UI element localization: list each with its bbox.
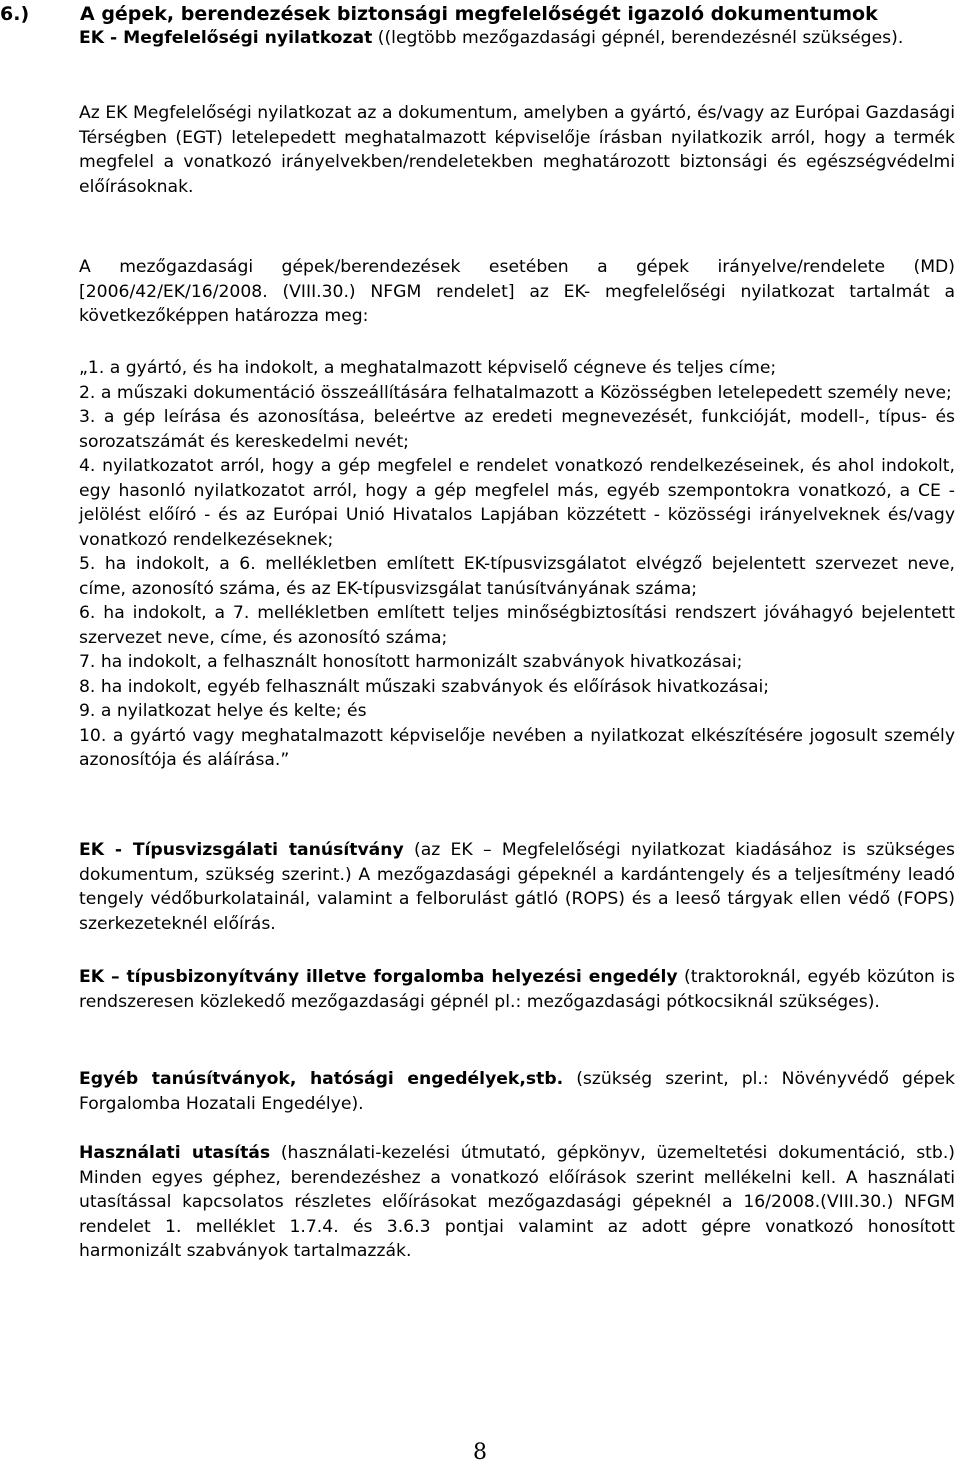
manual-heading: Használati utasítás [79, 1143, 271, 1163]
manual-text: (használati-kezelési útmutató, gépkönyv, üzemeltetési dokumentáció, stb.) Minden egyes géphez, berendezéshez a vonatkozó előírások szerint mellékelni kell. A használati utasítással kapcsolatos részletes előírásokat mezőgazdasági gépeknél a 16/2008.(VIII.30.) NFGM rendelet 1. melléklet 1.7.4. és 3.6.3 pontjai valamint az adott gépre vonatkozó honosított harmonizált szabványok tartalmazzák. [79, 1143, 955, 1261]
section-title: A gépek, berendezések biztonsági megfelelőségét igazoló dokumentumok [80, 3, 878, 25]
type-cert-text: (az EK – Megfelelőségi nyilatkozat kiadásához is szükséges dokumentum, szükség szerint.) A mezőgazdasági gépeknél a kardántengely és a teljesítmény leadó tengely védőburkolatainál, valamint a felborulást gátló (ROPS) és a leeső tárgyak ellen védő (FOPS) szerkezeteknél előírás. [79, 840, 955, 934]
list-item: 3. a gép leírása és azonosítása, beleértve az eredeti megnevezését, funkcióját, modell-, típus- és sorozatszámát és kereskedelmi nevét; [79, 407, 955, 452]
list-item: 9. a nyilatkozat helye és kelte; és [79, 701, 367, 721]
section-number: 6.) [0, 3, 30, 25]
other-certs-heading: Egyéb tanúsítványok, hatósági engedélyek,stb. [79, 1069, 564, 1089]
approval-text: (traktoroknál, egyéb közúton is rendszeresen közlekedő mezőgazdasági gépnél pl.: mezőgazdasági pótkocsiknál szükséges). [79, 967, 955, 1012]
other-certs-paragraph [79, 1067, 955, 1116]
type-cert-paragraph [79, 838, 955, 936]
declaration-contents-list [79, 356, 955, 773]
list-item: 4. nyilatkozatot arról, hogy a gép megfelel e rendelet vonatkozó rendelkezéseinek, és ahol indokolt, egy hasonló nyilatkozatot arról, hogy a gép megfelel más, egyéb szempontokra vonatkozó, a CE - jelölést előíró - és az Európai Unió Hivatalos Lapjában közzétett - közösségi irányelveknek és/vagy vonatkozó rendelkezéseknek; [79, 456, 955, 550]
list-item: 7. ha indokolt, a felhasznált honosított harmonizált szabványok hivatkozásai; [79, 652, 743, 672]
type-cert-heading: EK - Típusvizsgálati tanúsítvány [79, 840, 404, 860]
md-paragraph: A mezőgazdasági gépek/berendezések esetében a gépek irányelve/rendelete (MD) [2006/42/EK/16/2008. (VIII.30.) NFGM rendelet] az EK- megfelelőségi nyilatkozat tartalmát a következőképpen határozza meg: [79, 257, 955, 326]
list-item: 8. ha indokolt, egyéb felhasznált műszaki szabványok és előírások hivatkozásai; [79, 676, 770, 697]
ek-declaration-note: ((legtöbb mezőgazdasági gépnél, berendezésnél szükséges). [372, 28, 904, 48]
other-certs-text: (szükség szerint, pl.: Növényvédő gépek Forgalomba Hozatali Engedélye). [79, 1069, 955, 1114]
approval-heading: EK – típusbizonyítvány illetve forgalomba helyezési engedély [79, 967, 678, 987]
list-item: „1. a gyártó, és ha indokolt, a meghatalmazott képviselő cégneve és teljes címe; [79, 358, 777, 378]
list-item: 10. a gyártó vagy meghatalmazott képviselője nevében a nyilatkozat elkészítésére jogosult személy azonosítója és aláírása.” [79, 725, 955, 770]
page-number: 8 [473, 1440, 487, 1465]
list-item: 6. ha indokolt, a 7. mellékletben említett teljes minőségbiztosítási rendszert jóváhagyó bejelentett szervezet neve, címe, és azonosító száma; [79, 603, 955, 648]
approval-paragraph [79, 965, 955, 1014]
intro-paragraph: Az EK Megfelelőségi nyilatkozat az a dokumentum, amelyben a gyártó, és/vagy az Európai Gazdasági Térségben (EGT) letelepedett meghatalmazott képviselője írásban nyilatkozik arról, hogy a termék megfelel a vonatkozó irányelvekben/rendeletekben meghatározott biztonsági és egészségvédelmi előírásoknak. [79, 103, 955, 197]
ek-declaration-heading: EK - Megfelelőségi nyilatkozat [79, 28, 373, 48]
manual-paragraph [79, 1141, 955, 1264]
section-heading [0, 2, 940, 27]
list-item: 5. ha indokolt, a 6. mellékletben említett EK-típusvizsgálatot elvégző bejelentett szervezet neve, címe, azonosító száma, és az EK-típusvizsgálat tanúsítványának száma; [79, 554, 955, 599]
list-item: 2. a műszaki dokumentáció összeállítására felhatalmazott a Közösségben letelepedett személy neve; [79, 382, 952, 403]
ek-declaration-block [79, 26, 955, 51]
